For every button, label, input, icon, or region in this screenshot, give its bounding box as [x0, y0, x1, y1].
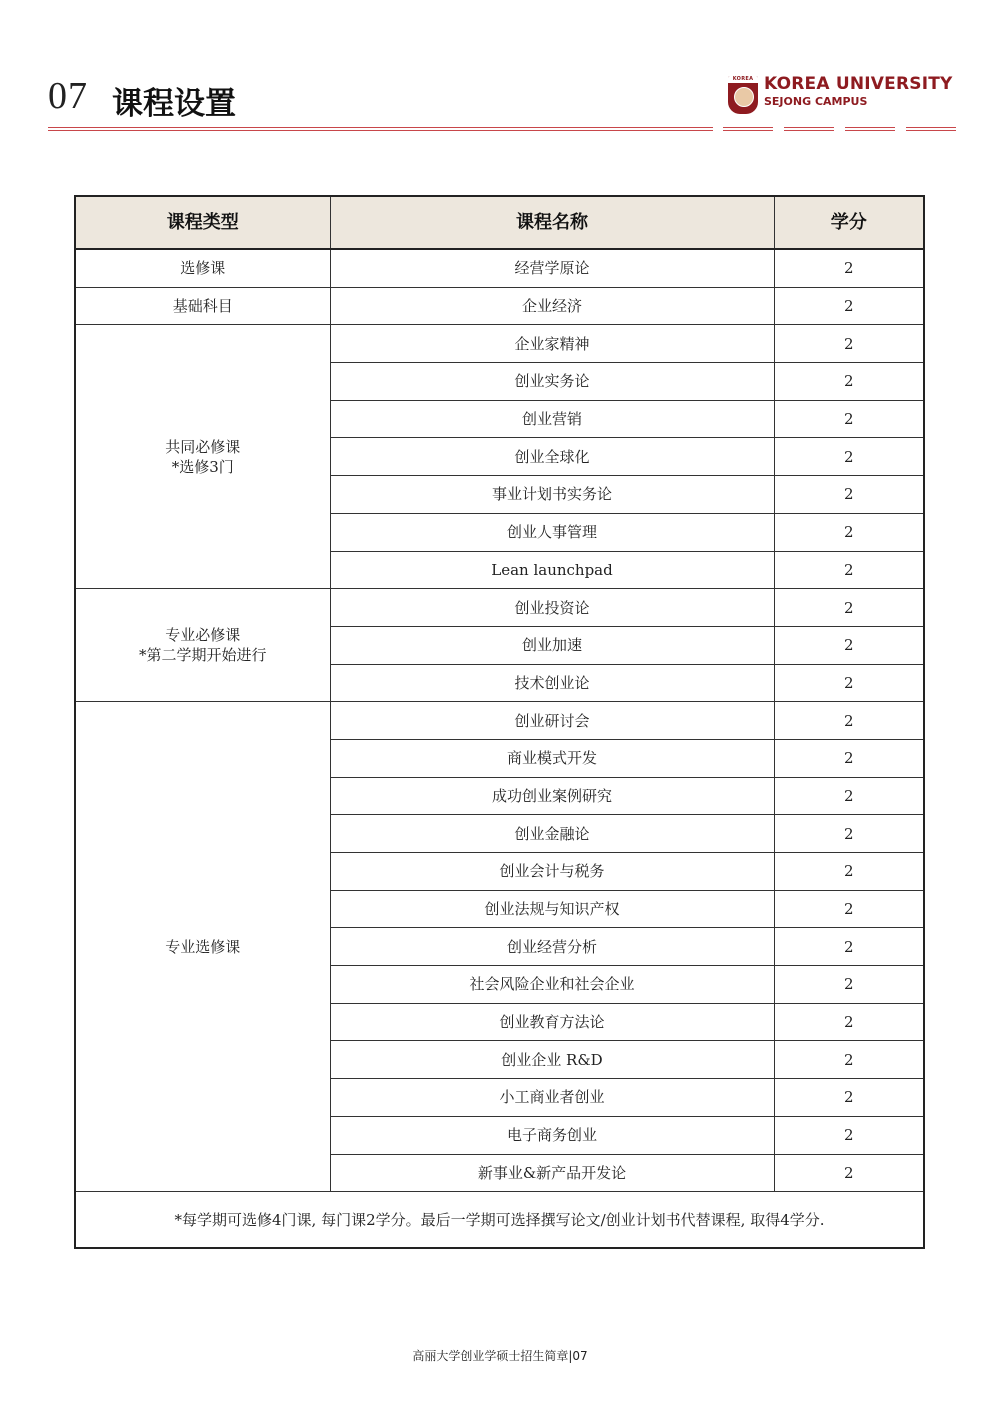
course-credit-cell: 2	[774, 815, 924, 853]
course-credit-cell: 2	[774, 325, 924, 363]
course-name-cell: Lean launchpad	[330, 551, 774, 589]
course-credit-cell: 2	[774, 739, 924, 777]
course-name-cell: 企业家精神	[330, 325, 774, 363]
tiger-head-shape	[734, 87, 754, 107]
section-number: 07	[48, 75, 88, 117]
page-footer: 高丽大学创业学硕士招生简章|07	[412, 1349, 588, 1363]
logo-line1: KOREA UNIVERSITY	[764, 74, 953, 94]
header-rule-dash	[723, 127, 773, 131]
course-credit-cell: 2	[774, 589, 924, 627]
course-name-cell: 创业全球化	[330, 438, 774, 476]
header-rule-dash	[906, 127, 956, 131]
course-type-cell: 选修课	[75, 249, 330, 287]
course-credit-cell: 2	[774, 777, 924, 815]
table-header-row	[75, 196, 924, 249]
course-table	[74, 195, 925, 1249]
course-name-cell: 创业会计与税务	[330, 853, 774, 891]
course-name-cell: 企业经济	[330, 287, 774, 325]
course-name-cell: 创业教育方法论	[330, 1003, 774, 1041]
course-credit-cell: 2	[774, 1116, 924, 1154]
table-row	[75, 325, 924, 363]
course-credit-cell: 2	[774, 626, 924, 664]
course-credit-cell: 2	[774, 1154, 924, 1192]
course-name-cell: 经营学原论	[330, 249, 774, 287]
table-row	[75, 702, 924, 740]
course-name-cell: 创业研讨会	[330, 702, 774, 740]
course-type-cell: 专业选修课	[75, 702, 330, 1192]
course-name-cell: 电子商务创业	[330, 1116, 774, 1154]
table-row	[75, 589, 924, 627]
course-credit-cell: 2	[774, 363, 924, 401]
course-type-cell: 共同必修课 *选修3门	[75, 325, 330, 589]
course-name-cell: 新事业&新产品开发论	[330, 1154, 774, 1192]
section-title: 课程设置	[112, 86, 236, 122]
university-logo	[728, 76, 956, 116]
course-type-cell: 基础科目	[75, 287, 330, 325]
course-name-cell: 创业营销	[330, 400, 774, 438]
crest-text: KOREA	[728, 76, 758, 83]
course-name-cell: 创业实务论	[330, 363, 774, 401]
course-name-cell: 小工商业者创业	[330, 1079, 774, 1117]
course-credit-cell: 2	[774, 287, 924, 325]
table-row	[75, 249, 924, 287]
course-credit-cell: 2	[774, 664, 924, 702]
course-credit-cell: 2	[774, 400, 924, 438]
course-name-cell: 创业法规与知识产权	[330, 890, 774, 928]
table-row	[75, 287, 924, 325]
course-credit-cell: 2	[774, 890, 924, 928]
course-name-cell: 创业投资论	[330, 589, 774, 627]
note-row	[75, 1192, 924, 1249]
table-note: *每学期可选修4门课, 每门课2学分。最后一学期可选择撰写论文/创业计划书代替课程, 取得4学分.	[75, 1192, 924, 1249]
course-credit-cell: 2	[774, 551, 924, 589]
header-rule-dash	[845, 127, 895, 131]
course-credit-cell: 2	[774, 438, 924, 476]
tiger-crest-icon	[728, 76, 758, 114]
course-name-cell: 商业模式开发	[330, 739, 774, 777]
column-header-credit: 学分	[774, 196, 924, 249]
course-credit-cell: 2	[774, 702, 924, 740]
logo-line2: SEJONG CAMPUS	[764, 95, 868, 108]
course-credit-cell: 2	[774, 928, 924, 966]
column-header-name: 课程名称	[330, 196, 774, 249]
header-rule-long	[48, 127, 713, 131]
column-header-type: 课程类型	[75, 196, 330, 249]
course-name-cell: 创业企业 R&D	[330, 1041, 774, 1079]
course-type-cell: 专业必修课 *第二学期开始进行	[75, 589, 330, 702]
course-credit-cell: 2	[774, 966, 924, 1004]
course-credit-cell: 2	[774, 513, 924, 551]
course-name-cell: 技术创业论	[330, 664, 774, 702]
course-name-cell: 创业人事管理	[330, 513, 774, 551]
course-credit-cell: 2	[774, 1079, 924, 1117]
course-credit-cell: 2	[774, 249, 924, 287]
header-rule	[48, 127, 958, 135]
course-name-cell: 社会风险企业和社会企业	[330, 966, 774, 1004]
header-rule-dash	[784, 127, 834, 131]
course-name-cell: 创业加速	[330, 626, 774, 664]
course-name-cell: 成功创业案例研究	[330, 777, 774, 815]
course-credit-cell: 2	[774, 853, 924, 891]
course-credit-cell: 2	[774, 1041, 924, 1079]
course-credit-cell: 2	[774, 476, 924, 514]
course-name-cell: 事业计划书实务论	[330, 476, 774, 514]
course-name-cell: 创业金融论	[330, 815, 774, 853]
course-name-cell: 创业经营分析	[330, 928, 774, 966]
course-table-body	[75, 249, 924, 1192]
course-credit-cell: 2	[774, 1003, 924, 1041]
